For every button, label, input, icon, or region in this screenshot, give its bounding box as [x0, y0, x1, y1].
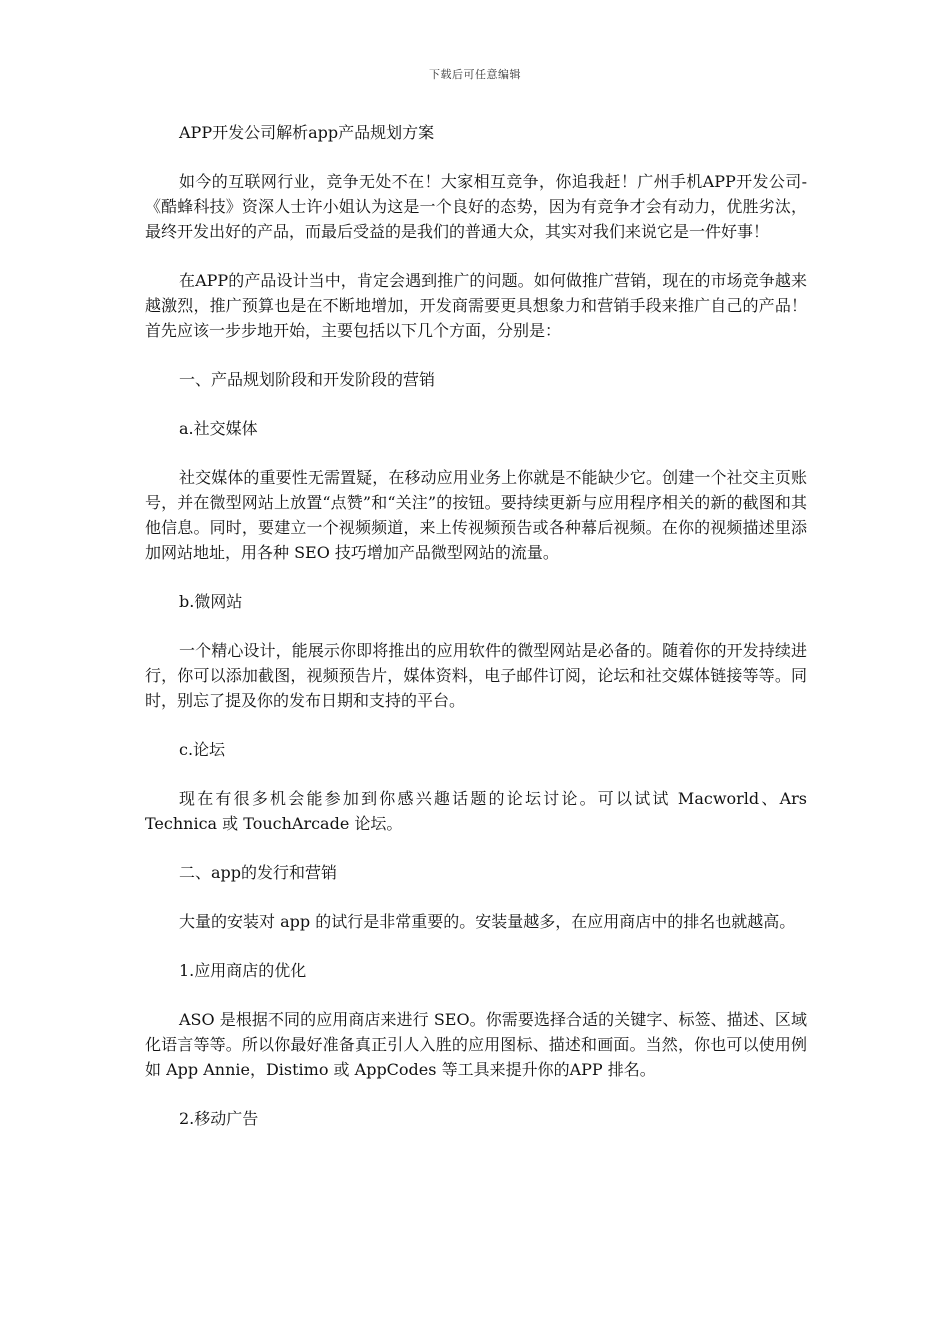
document-title: APP开发公司解析app产品规划方案 — [179, 123, 435, 142]
subheading-forum: c.论坛 — [179, 740, 226, 759]
subheading-aso: 1.应用商店的优化 — [179, 961, 307, 980]
paragraph-aso: ASO 是根据不同的应用商店来进行 SEO。你需要选择合适的关键字、标签、描述、区域化语言等等。所以你最好准备真正引人入胜的应用图标、描述和画面。当然，你也可以使用例如 App Annie，Distimo 或 AppCodes 等工具来提升你的APP 排名。 — [145, 1010, 807, 1079]
paragraph-intro: 如今的互联网行业，竞争无处不在！大家相互竞争，你追我赶！广州手机APP开发公司-《酷蜂科技》资深人士许小姐认为这是一个良好的态势，因为有竞争才会有动力，优胜劣汰，最终开发出好的产品，而最后受益的是我们的普通大众，其实对我们来说它是一件好事！ — [145, 172, 807, 241]
document-body — [145, 120, 807, 1131]
section-heading-2: 二、app的发行和营销 — [179, 863, 338, 882]
paragraph-forum: 现在有很多机会能参加到你感兴趣话题的论坛讨论。可以试试 Macworld、Ars Technica 或 TouchArcade 论坛。 — [145, 789, 807, 833]
paragraph-social-media: 社交媒体的重要性无需置疑，在移动应用业务上你就是不能缺少它。创建一个社交主页账号，并在微型网站上放置“点赞”和“关注”的按钮。要持续更新与应用程序相关的新的截图和其他信息。同时，要建立一个视频频道，来上传视频预告或各种幕后视频。在你的视频描述里添加网站地址，用各种 SEO 技巧增加产品微型网站的流量。 — [145, 468, 807, 562]
paragraph-microsite: 一个精心设计，能展示你即将推出的应用软件的微型网站是必备的。随着你的开发持续进行，你可以添加截图，视频预告片，媒体资料，电子邮件订阅，论坛和社交媒体链接等等。同时，别忘了提及你的发布日期和支持的平台。 — [145, 641, 807, 710]
subheading-social-media: a.社交媒体 — [179, 419, 258, 438]
header-note: 下载后可任意编辑 — [429, 68, 521, 81]
paragraph-design: 在APP的产品设计当中，肯定会遇到推广的问题。如何做推广营销，现在的市场竞争越来越激烈，推广预算也是在不断地增加，开发商需要更具想象力和营销手段来推广自己的产品！首先应该一步步地开始，主要包括以下几个方面，分别是： — [145, 271, 807, 340]
subheading-microsite: b.微网站 — [179, 592, 243, 611]
section-heading-1: 一、产品规划阶段和开发阶段的营销 — [179, 370, 436, 389]
paragraph-installs: 大量的安装对 app 的试行是非常重要的。安装量越多，在应用商店中的排名也就越高。 — [179, 912, 796, 931]
subheading-mobile-ads: 2.移动广告 — [179, 1109, 259, 1128]
